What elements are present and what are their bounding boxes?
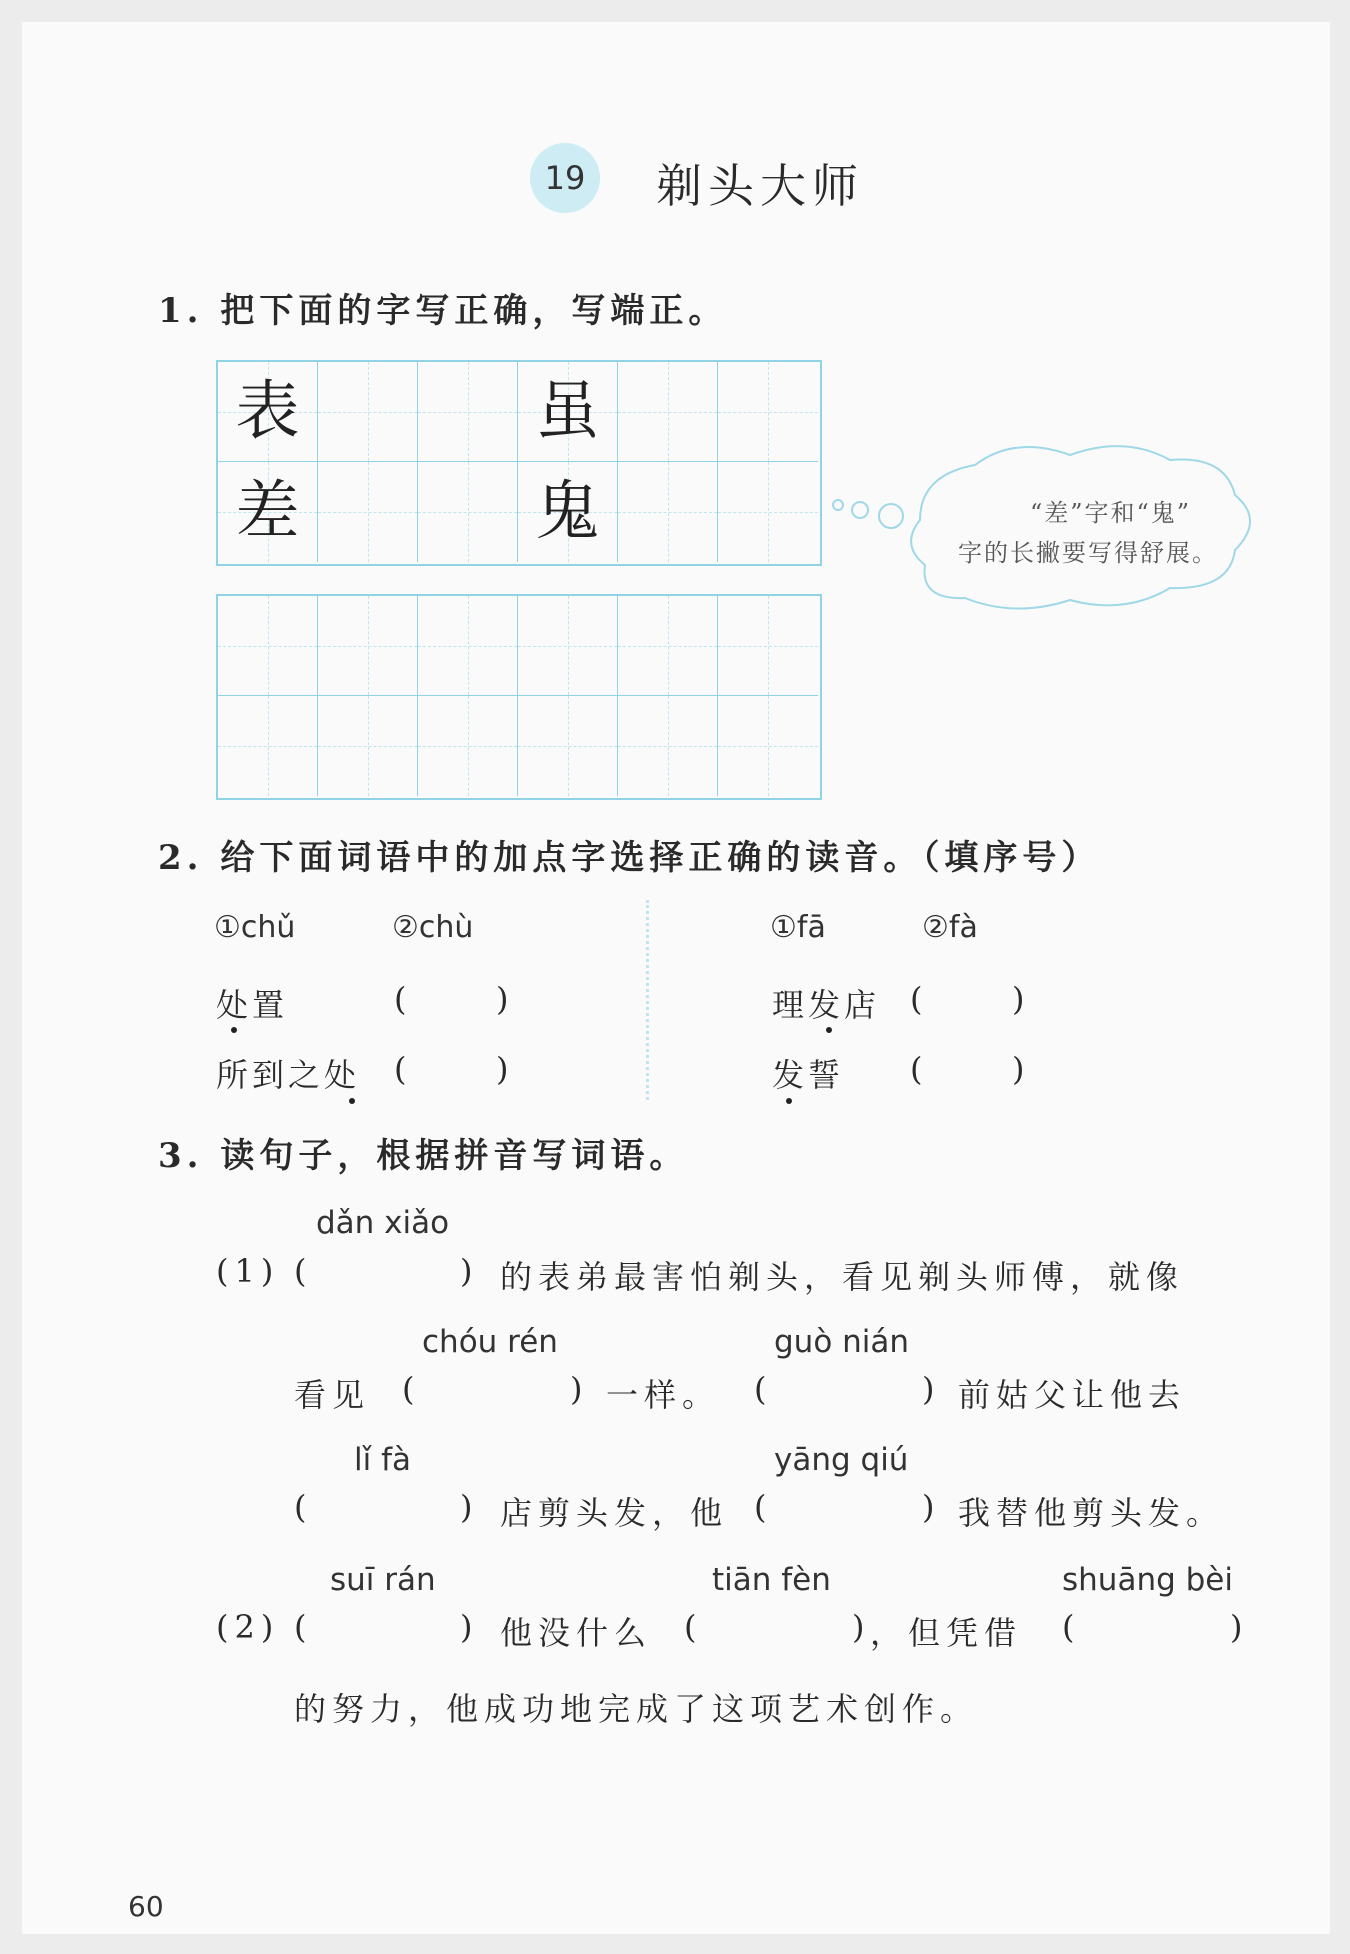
lesson-number-badge: 19 [530, 143, 600, 213]
grid-cell[interactable] [718, 362, 818, 462]
paren-open: ( [910, 980, 923, 1018]
grid-cell [218, 362, 318, 462]
writing-grid-bottom [216, 594, 822, 800]
grid-cell [518, 362, 618, 462]
left-option-2: ②chù [392, 910, 474, 945]
grid-cell[interactable] [518, 696, 618, 796]
paren-open: ( [394, 980, 407, 1018]
paren-close: ) [496, 1050, 509, 1088]
word-suodaozhichu: 所到之处 [216, 1056, 361, 1094]
grid-cell [518, 462, 618, 562]
left-option-1: ①chǔ [214, 910, 296, 945]
grid-cell[interactable] [418, 362, 518, 462]
grid-cell[interactable] [518, 596, 618, 696]
grid-cell[interactable] [618, 696, 718, 796]
paren-open: ( [754, 1488, 767, 1526]
emphasis-dot [349, 1098, 355, 1104]
sentence-2-part-c: 的努力，他成功地完成了这项艺术创作。 [294, 1690, 979, 1728]
sentence-2-number: (2) [216, 1608, 280, 1646]
word-chuzhi: 处置 [216, 986, 289, 1024]
right-option-2: ②fà [922, 910, 978, 945]
writing-grid-top [216, 360, 822, 566]
paren-close: ) [460, 1488, 473, 1526]
sentence-2-part-a: 他没什么 [500, 1614, 653, 1652]
tip-line-1: “差”字和“鬼” [1030, 499, 1192, 527]
pinyin-shuangbei: shuāng bèi [1062, 1562, 1233, 1598]
model-character: 虽 [535, 375, 600, 449]
paren-open: ( [394, 1050, 407, 1088]
question-1-heading: 1. 把下面的字写正确，写端正。 [158, 291, 728, 331]
grid-cell[interactable] [418, 596, 518, 696]
grid-cell[interactable] [318, 596, 418, 696]
emphasis-dot [786, 1098, 792, 1104]
paren-open: ( [294, 1488, 307, 1526]
sentence-2-part-b: ，但凭借 [870, 1614, 1023, 1652]
grid-cell[interactable] [418, 462, 518, 562]
paren-close: ) [922, 1370, 935, 1408]
grid-cell[interactable] [318, 362, 418, 462]
question-3-heading: 3. 读句子，根据拼音写词语。 [158, 1136, 689, 1176]
paren-open: ( [1062, 1608, 1075, 1646]
sentence-1-part-f: 我替他剪头发。 [958, 1494, 1225, 1532]
pinyin-suiran: suī rán [330, 1562, 436, 1598]
grid-cell[interactable] [318, 696, 418, 796]
grid-cell[interactable] [218, 696, 318, 796]
grid-cell [218, 462, 318, 562]
paren-close: ) [570, 1370, 583, 1408]
paren-open: ( [684, 1608, 697, 1646]
paren-close: ) [922, 1488, 935, 1526]
paren-close: ) [496, 980, 509, 1018]
pinyin-guonian: guò nián [774, 1324, 910, 1360]
grid-cell[interactable] [618, 596, 718, 696]
question-2-heading: 2. 给下面词语中的加点字选择正确的读音。（填序号） [158, 838, 1101, 878]
model-character: 差 [235, 475, 300, 549]
paren-close: ) [852, 1608, 865, 1646]
column-divider [646, 900, 649, 1100]
pinyin-yangqiu: yāng qiú [774, 1442, 909, 1478]
model-character: 鬼 [535, 475, 600, 549]
pinyin-danxiao: dǎn xiǎo [316, 1205, 450, 1241]
word-lifadian: 理发店 [772, 986, 881, 1024]
pinyin-tianfen: tiān fèn [712, 1562, 831, 1598]
model-character: 表 [235, 375, 300, 449]
pinyin-chouren: chóu rén [422, 1324, 558, 1360]
right-option-1: ①fā [770, 910, 826, 945]
sentence-1-part-a: 的表弟最害怕剃头，看见剃头师傅，就像 [500, 1258, 1185, 1296]
paren-close: ) [460, 1608, 473, 1646]
page-number: 60 [128, 1890, 164, 1923]
sentence-1-part-c: 一样。 [606, 1376, 721, 1414]
pinyin-lifa: lǐ fà [354, 1442, 411, 1478]
paren-close: ) [1012, 980, 1025, 1018]
grid-cell[interactable] [618, 362, 718, 462]
grid-cell[interactable] [718, 462, 818, 562]
paren-close: ) [1012, 1050, 1025, 1088]
paren-open: ( [754, 1370, 767, 1408]
emphasis-dot [826, 1027, 832, 1033]
grid-cell[interactable] [218, 596, 318, 696]
tip-line-2: 字的长撇要写得舒展。 [958, 539, 1218, 567]
grid-cell[interactable] [718, 696, 818, 796]
sentence-1-part-b: 看见 [294, 1376, 371, 1414]
grid-cell[interactable] [618, 462, 718, 562]
paren-open: ( [910, 1050, 923, 1088]
sentence-1-part-d: 前姑父让他去 [958, 1376, 1187, 1414]
paren-open: ( [402, 1370, 415, 1408]
paren-open: ( [294, 1252, 307, 1290]
grid-cell[interactable] [718, 596, 818, 696]
emphasis-dot [231, 1027, 237, 1033]
paren-close: ) [460, 1252, 473, 1290]
sentence-1-number: (1) [216, 1252, 280, 1290]
paren-open: ( [294, 1608, 307, 1646]
paren-close: ) [1230, 1608, 1243, 1646]
grid-cell[interactable] [418, 696, 518, 796]
grid-cell[interactable] [318, 462, 418, 562]
lesson-title: 剃头大师 [656, 159, 864, 213]
word-fashi: 发誓 [772, 1056, 845, 1094]
sentence-1-part-e: 店剪头发，他 [500, 1494, 729, 1532]
